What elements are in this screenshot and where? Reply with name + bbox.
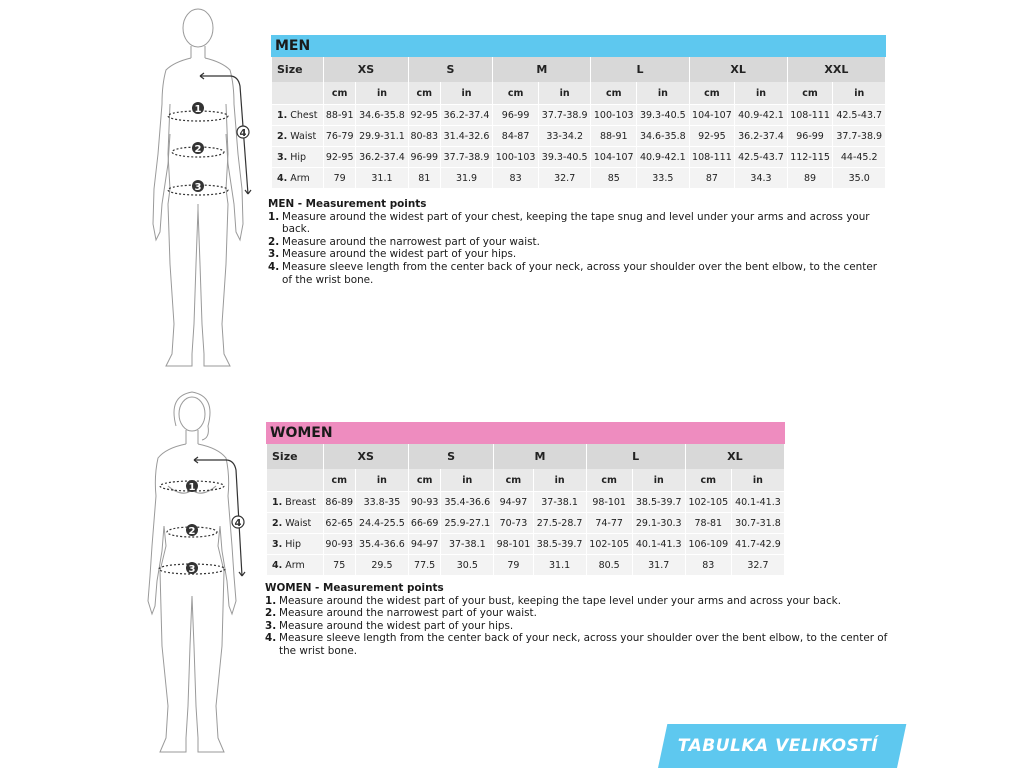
table-cell: 98-101 — [494, 533, 532, 554]
table-cell: 35.4-36.6 — [441, 491, 493, 512]
table-cell: 108-111 — [788, 104, 833, 125]
marker-3: 3 — [188, 564, 196, 575]
size-l: L — [591, 57, 688, 82]
table-cell: 44-45.2 — [833, 146, 885, 167]
row-label: 3. Hip — [267, 533, 323, 554]
unit-in: in — [633, 469, 685, 491]
table-cell: 37.7-38.9 — [833, 125, 885, 146]
size-xxl: XXL — [788, 57, 885, 82]
table-cell: 32.7 — [539, 167, 590, 188]
unit-cm: cm — [409, 469, 440, 491]
table-cell: 96-99 — [493, 104, 538, 125]
table-cell: 83 — [686, 554, 731, 575]
table-row — [272, 104, 885, 125]
table-row — [267, 533, 784, 554]
marker-2: 2 — [188, 526, 196, 537]
table-cell: 81 — [409, 167, 440, 188]
unit-in: in — [735, 82, 786, 104]
table-cell: 41.7-42.9 — [732, 533, 784, 554]
size-xl: XL — [686, 444, 784, 469]
table-cell: 87 — [690, 167, 735, 188]
marker-1: 1 — [188, 482, 196, 493]
table-cell: 31.7 — [633, 554, 685, 575]
table-cell: 92-95 — [324, 146, 355, 167]
men-size-table — [271, 35, 886, 188]
size-m: M — [494, 444, 585, 469]
table-cell: 88-91 — [324, 104, 355, 125]
table-cell: 92-95 — [690, 125, 735, 146]
table-cell: 29.5 — [356, 554, 408, 575]
unit-cm: cm — [494, 469, 532, 491]
table-cell: 39.3-40.5 — [637, 104, 688, 125]
table-cell: 35.0 — [833, 167, 885, 188]
table-cell: 34.3 — [735, 167, 786, 188]
table-cell: 38.5-39.7 — [633, 491, 685, 512]
list-item: 3. Measure around the widest part of your hips. — [268, 248, 517, 261]
table-cell: 31.4-32.6 — [441, 125, 492, 146]
banner-title: TABULKA VELIKOSTÍ — [677, 736, 879, 756]
table-cell: 104-107 — [591, 146, 636, 167]
table-cell: 79 — [494, 554, 532, 575]
table-cell: 70-73 — [494, 512, 532, 533]
table-cell: 80-83 — [409, 125, 440, 146]
table-cell: 42.5-43.7 — [735, 146, 786, 167]
table-cell: 79 — [324, 167, 355, 188]
list-item: 3. Measure around the widest part of your hips. — [265, 619, 514, 632]
table-cell: 76-79 — [324, 125, 355, 146]
table-cell: 104-107 — [690, 104, 735, 125]
table-cell: 29.1-30.3 — [633, 512, 685, 533]
women-size-table — [266, 422, 785, 575]
table-cell: 37-38.1 — [534, 491, 586, 512]
notes-title: WOMEN - Measurement points — [265, 582, 444, 594]
row-label: 4. Arm — [272, 167, 323, 188]
unit-blank — [272, 82, 323, 104]
list-item: 4. Measure sleeve length from the center back of your neck, across your shoulder over the bent elbow, to the center of the wrist bone. — [265, 632, 888, 657]
unit-cm: cm — [591, 82, 636, 104]
size-xs: XS — [324, 444, 408, 469]
table-cell: 78-81 — [686, 512, 731, 533]
table-cell: 27.5-28.7 — [534, 512, 586, 533]
table-row — [267, 491, 784, 512]
unit-cm: cm — [493, 82, 538, 104]
table-cell: 98-101 — [587, 491, 632, 512]
table-row — [267, 512, 784, 533]
unit-in: in — [441, 469, 493, 491]
size-label: Size — [267, 444, 323, 469]
marker-3: 3 — [194, 182, 202, 193]
unit-cm: cm — [690, 82, 735, 104]
row-label: 4. Arm — [267, 554, 323, 575]
unit-in: in — [833, 82, 885, 104]
table-cell: 86-89 — [324, 491, 355, 512]
marker-4: 4 — [234, 518, 242, 529]
marker-1: 1 — [194, 104, 202, 115]
table-cell: 34.6-35.8 — [356, 104, 407, 125]
unit-in: in — [356, 82, 407, 104]
table-cell: 33.8-35 — [356, 491, 408, 512]
table-cell: 35.4-36.6 — [356, 533, 408, 554]
table-cell: 94-97 — [409, 533, 440, 554]
table-cell: 40.1-41.3 — [732, 491, 784, 512]
list-item: 1. Measure around the widest part of your chest, keeping the tape snug and level under your arms and across your back. — [268, 210, 870, 236]
table-cell: 31.9 — [441, 167, 492, 188]
table-cell: 40.9-42.1 — [637, 146, 688, 167]
list-item: 2. Measure around the narrowest part of your waist. — [268, 235, 540, 248]
table-cell: 75 — [324, 554, 355, 575]
table-cell: 96-99 — [409, 146, 440, 167]
list-item: 1. Measure around the widest part of your bust, keeping the tape level under your arms and across your back. — [265, 594, 842, 607]
table-cell: 66-69 — [409, 512, 440, 533]
unit-in: in — [637, 82, 688, 104]
women-measurement-notes — [265, 582, 895, 658]
size-s: S — [409, 57, 493, 82]
list-item: 4. Measure sleeve length from the center back of your neck, across your shoulder over the bent elbow, to the center of the wrist bone. — [268, 260, 877, 286]
row-label: 2. Waist — [267, 512, 323, 533]
table-cell: 90-93 — [409, 491, 440, 512]
table-cell: 62-65 — [324, 512, 355, 533]
table-cell: 37-38.1 — [441, 533, 493, 554]
row-label: 1. Breast — [267, 491, 323, 512]
marker-2: 2 — [194, 144, 202, 155]
size-l: L — [587, 444, 685, 469]
row-label: 3. Hip — [272, 146, 323, 167]
table-cell: 84-87 — [493, 125, 538, 146]
table-cell: 31.1 — [534, 554, 586, 575]
men-body-figure — [148, 4, 258, 382]
row-label: 1. Chest — [272, 104, 323, 125]
unit-in: in — [539, 82, 590, 104]
table-cell: 37.7-38.9 — [441, 146, 492, 167]
table-cell: 30.7-31.8 — [732, 512, 784, 533]
table-cell: 96-99 — [788, 125, 833, 146]
table-cell: 90-93 — [324, 533, 355, 554]
table-cell: 30.5 — [441, 554, 493, 575]
table-cell: 100-103 — [493, 146, 538, 167]
table-cell: 112-115 — [788, 146, 833, 167]
unit-in: in — [356, 469, 408, 491]
unit-cm: cm — [788, 82, 833, 104]
table-cell: 33.5 — [637, 167, 688, 188]
unit-in: in — [732, 469, 784, 491]
table-cell: 80.5 — [587, 554, 632, 575]
table-cell: 34.6-35.8 — [637, 125, 688, 146]
table-cell: 29.9-31.1 — [356, 125, 407, 146]
table-cell: 106-109 — [686, 533, 731, 554]
table-row — [272, 146, 885, 167]
marker-4: 4 — [239, 128, 247, 139]
table-cell: 32.7 — [732, 554, 784, 575]
notes-title: MEN - Measurement points — [268, 198, 427, 210]
size-xl: XL — [690, 57, 787, 82]
table-cell: 31.1 — [356, 167, 407, 188]
table-cell: 36.2-37.4 — [441, 104, 492, 125]
row-label: 2. Waist — [272, 125, 323, 146]
size-m: M — [493, 57, 590, 82]
men-measurement-notes — [268, 198, 890, 286]
women-body-figure — [142, 386, 252, 766]
table-cell: 88-91 — [591, 125, 636, 146]
table-row — [272, 167, 885, 188]
unit-cm: cm — [324, 82, 355, 104]
table-cell: 102-105 — [686, 491, 731, 512]
unit-cm: cm — [409, 82, 440, 104]
unit-cm: cm — [686, 469, 731, 491]
table-cell: 83 — [493, 167, 538, 188]
table-cell: 33-34.2 — [539, 125, 590, 146]
table-cell: 38.5-39.7 — [534, 533, 586, 554]
table-cell: 108-111 — [690, 146, 735, 167]
table-cell: 39.3-40.5 — [539, 146, 590, 167]
table-cell: 40.9-42.1 — [735, 104, 786, 125]
table-cell: 42.5-43.7 — [833, 104, 885, 125]
table-cell: 74-77 — [587, 512, 632, 533]
size-xs: XS — [324, 57, 408, 82]
table-cell: 40.1-41.3 — [633, 533, 685, 554]
unit-cm: cm — [324, 469, 355, 491]
men-table-title: MEN — [271, 35, 886, 57]
table-cell: 36.2-37.4 — [735, 125, 786, 146]
table-cell: 37.7-38.9 — [539, 104, 590, 125]
size-label: Size — [272, 57, 323, 82]
table-cell: 89 — [788, 167, 833, 188]
women-table-title: WOMEN — [266, 422, 785, 444]
table-cell: 94-97 — [494, 491, 532, 512]
unit-in: in — [441, 82, 492, 104]
size-s: S — [409, 444, 493, 469]
table-cell: 25.9-27.1 — [441, 512, 493, 533]
table-cell: 85 — [591, 167, 636, 188]
table-cell: 92-95 — [409, 104, 440, 125]
table-cell: 36.2-37.4 — [356, 146, 407, 167]
table-cell: 102-105 — [587, 533, 632, 554]
table-cell: 100-103 — [591, 104, 636, 125]
unit-cm: cm — [587, 469, 632, 491]
table-cell: 77.5 — [409, 554, 440, 575]
unit-blank — [267, 469, 323, 491]
table-cell: 24.4-25.5 — [356, 512, 408, 533]
list-item: 2. Measure around the narrowest part of your waist. — [265, 607, 537, 620]
table-row — [267, 554, 784, 575]
table-row — [272, 125, 885, 146]
unit-in: in — [534, 469, 586, 491]
